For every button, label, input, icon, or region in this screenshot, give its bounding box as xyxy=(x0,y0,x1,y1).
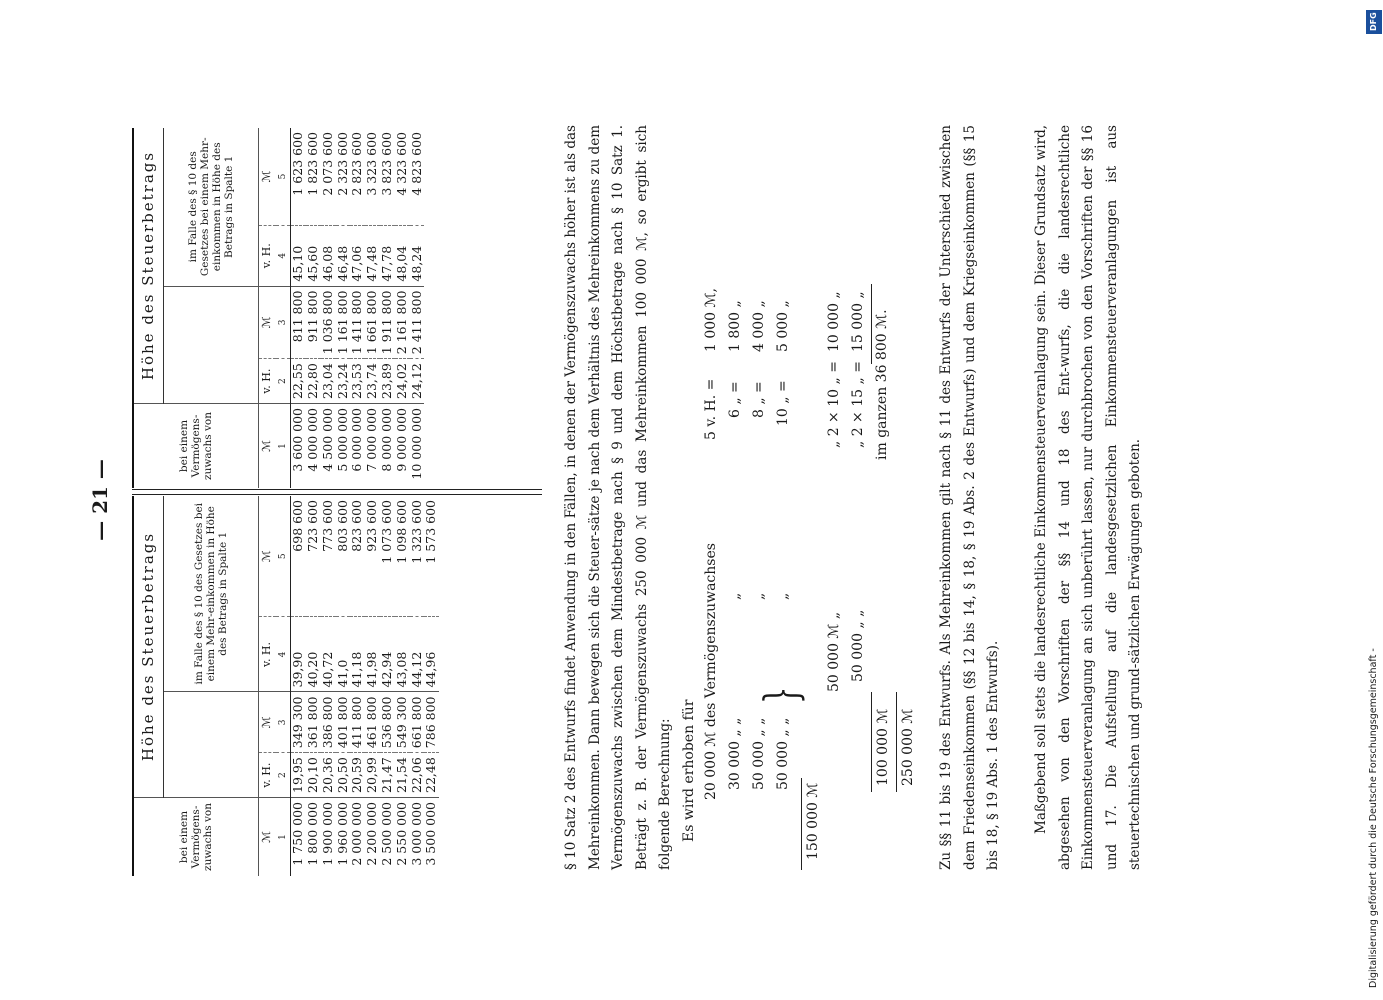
table-cell: 46,08 xyxy=(321,226,336,287)
table-cell: 22,48 xyxy=(424,753,439,798)
rotated-page: — 21 — bei einem Vermögens-zuwachs von Höhe des Steuerbetrags im Falle des § 10 des Gesetzes bei einem Mehr-einkommen in Höhe des Betrags in Spalte 1 ℳ v. H. ℳ v. H. ℳ 1 2 3 4 5 1 750 000 19,95 349 300 39,90 698 600 1 800 000 20,10 361 800 40,20 723 600 1 900 000 20,36 386 800 40,72 773 600 1 960 000 20,50 401 800 41,0 803 600 2 000 000 20,59 411 800 41,18 823 600 2 200 000 20,99 461 800 41,98 923 600 2 500 000 21,47 536 800 42,94 1 073 600 2 550 000 21,54 549 300 43,08 1 098 600 3 000 000 22,06 661 800 44,12 1 323 600 3 500 000 22,48 786 800 44,96 1 573 600 bei einem Vermögens-zuwachs von Höhe des Steuerbetrags im Falle des § 10 des Gesetzes bei einem Mehr-einkommen in Höhe des Betrags in Spalte 1 ℳ v. H. ℳ v. H. ℳ 1 2 3 4 5 3 600 000 22,55 811 800 45,10 1 623 600 4 000 000 22,80 911 800 45,60 1 823 600 4 500 000 23,04 1 036 800 46,08 2 073 600 5 000 000 23,24 1 161 800 46,48 2 323 600 6 000 000 23,53 1 411 800 47,06 2 823 600 7 000 000 23,74 1 661 800 47,48 3 323 600 8 000 000 23,89 1 911 800 47,78 3 823 600 9 000 000 24,02 2 161 800 48,04 4 323 600 10 000 000 24,12 2 411 800 48,24 4 823 600 § 10 Satz 2 des Entwurfs findet Anwendung in den Fällen, in denen der Vermögenszuwachs höher ist als das Mehreinkommen. Dann bewegen sich die Steuer-sätze je nach dem Verhältnis des Mehreinkommens zu dem Vermögenszuwachs zwischen dem Mindestbetrage nach § 9 und dem Höchstbetrage nach § 10 Satz 1. Beträgt z. B. der Vermögenszuwachs 250 000 ℳ und das Mehreinkommen 100 000 ℳ, so ergibt sich folgende Berechnung: Es wird erhoben für 20 000 ℳ des Vermögenszuwachses 5 v. H. = 1 000 ℳ, 30 000 „ „ „ 6 „ = 1 800 „ 50 000 „ „ „ 8 „ = 4 000 „ 50 000 „ „ „ 10 „ = 5 000 „ } 150 000 ℳ 50 000 ℳ „ „ 2 × 10 „ = 10 000 „ 50 000 „ „ „ 2 × 15 „ = 15 000 „ 100 000 ℳ im ganzen 36 800 ℳ. 250 000 ℳ Zu §§ 11 bis 19 des Entwurfs. Als Mehreinkommen gilt nach § 11 des Entwurfs der Unterschied zwischen dem Friedenseinkommen (§§ 12 bis 14, § 18, § 19 Abs. 2 des Entwurfs) und dem Kriegseinkommen (§§ 15 bis 18, § 19 Abs. 1 des Entwurfs). Maßgebend soll stets die landesrechtliche Einkommensteuerveranlagung sein. Dieser Grundsatz wird, abgesehen von den Vorschriften der §§ 14 und 18 des Ent-wurfs, die die landesrechtliche Einkommensteuerveranlagung an sich unberührt lassen, nur durchbrochen von den Vorschriften der §§ 16 und 17. Die Aufstellung auf die landesgesetzlichen Einkommensteuerveranlagungen ist aus steuertechnischen und grund-sätzlichen Erwägungen geboten. xyxy=(0,0,1383,1000)
calc-line-2: 30 000 „ „ xyxy=(727,717,743,790)
calc-total: im ganzen 36 800 ℳ. xyxy=(874,309,890,460)
table-cell: 19,95 xyxy=(291,753,306,798)
side-note: Digitalisierung gefördert durch die Deutsche Forschungsgemeinschaft - xyxy=(1368,648,1379,988)
table-cell: 401 800 xyxy=(336,692,351,753)
table-cell: 41,98 xyxy=(365,617,380,692)
table-cell: 20,59 xyxy=(350,753,365,798)
dfg-logo: DFG xyxy=(1366,10,1382,34)
table-row xyxy=(410,496,425,876)
table-cell: 3 823 600 xyxy=(380,128,395,226)
table-cell: 40,20 xyxy=(306,617,321,692)
table-row xyxy=(291,128,306,488)
table-cell: 22,80 xyxy=(306,359,321,404)
table-cell: 549 300 xyxy=(395,692,410,753)
table-cell: 536 800 xyxy=(380,692,395,753)
table-row xyxy=(336,128,351,488)
table-cell: 39,90 xyxy=(291,617,306,692)
table-cell: 2 500 000 xyxy=(379,802,395,866)
table-cell: 20,10 xyxy=(306,753,321,798)
table-cell: 5 000 000 xyxy=(334,408,350,472)
table-cell: 21,54 xyxy=(395,753,410,798)
table-cell: 23,74 xyxy=(365,359,380,404)
calc-line-3: 50 000 „ „ xyxy=(751,717,767,790)
table-cell: 48,04 xyxy=(395,226,410,287)
table-cell: 411 800 xyxy=(350,692,365,753)
table-row xyxy=(306,128,321,488)
table-cell: 4 323 600 xyxy=(395,128,410,226)
table-cell: 2 550 000 xyxy=(393,802,409,866)
table-cell: 1 623 600 xyxy=(291,128,306,226)
calc-line-6: 50 000 „ „ xyxy=(850,609,866,682)
table-cell: 2 161 800 xyxy=(395,286,410,359)
table-cell: 1 411 800 xyxy=(350,286,365,359)
header-case: im Falle des § 10 des Gesetzes bei einem Mehr-einkommen in Höhe des Betrags in Spalte 1 xyxy=(164,496,259,692)
header-col1-right: bei einem Vermögens-zuwachs von xyxy=(133,404,259,489)
table-cell: 43,08 xyxy=(395,617,410,692)
table-cell: 911 800 xyxy=(306,286,321,359)
table-cell: 361 800 xyxy=(306,692,321,753)
table-row xyxy=(365,128,380,488)
table-cell: 2 323 600 xyxy=(336,128,351,226)
table-cell: 23,04 xyxy=(321,359,336,404)
calc-sum-2: 100 000 ℳ xyxy=(875,708,891,786)
table-cell: 40,72 xyxy=(321,617,336,692)
table-cell: 3 500 000 xyxy=(423,802,439,866)
table-row xyxy=(365,496,380,876)
brace-icon: } xyxy=(754,686,808,705)
table-cell: 22,55 xyxy=(291,359,306,404)
table-cell: 22,06 xyxy=(410,753,425,798)
table-cell: 47,06 xyxy=(350,226,365,287)
table-cell: 661 800 xyxy=(410,692,425,753)
table-cell: 1 098 600 xyxy=(395,496,410,617)
table-cell: 3 000 000 xyxy=(408,802,424,866)
table-cell: 3 323 600 xyxy=(365,128,380,226)
table-row xyxy=(410,128,425,488)
table-cell: 786 800 xyxy=(424,692,439,753)
table-row xyxy=(306,496,321,876)
table-cell: 1 323 600 xyxy=(410,496,425,617)
table-row xyxy=(321,496,336,876)
table-cell: 23,53 xyxy=(350,359,365,404)
calc-line-5: 50 000 ℳ „ xyxy=(826,611,842,692)
table-cell: 1 661 800 xyxy=(365,286,380,359)
table-row xyxy=(321,128,336,488)
tax-table-right: bei einem Vermögens-zuwachs von Höhe des Steuerbetrags im Falle des § 10 des Gesetzes bei einem Mehr-einkommen in Höhe des Betrags in Spalte 1 ℳ v. H. ℳ v. H. ℳ 1 2 3 4 5 3 600 000 22,55 811 800 45,10 1 623 600 4 000 000 22,80 911 800 45,60 1 823 600 4 500 000 23,04 1 036 800 46,08 2 073 600 5 000 000 23,24 1 161 800 46,48 2 323 600 6 000 000 23,53 1 411 800 47,06 2 823 600 7 000 000 23,74 1 661 800 47,48 3 323 600 8 000 000 23,89 1 911 800 47,78 3 823 600 9 000 000 24,02 2 161 800 48,04 4 323 600 10 000 000 24,12 2 411 800 48,24 4 823 600 xyxy=(132,128,424,488)
table-cell: 44,12 xyxy=(410,617,425,692)
table-cell: 1 750 000 xyxy=(290,802,306,866)
table-cell: 811 800 xyxy=(291,286,306,359)
table-cell: 7 000 000 xyxy=(364,408,380,472)
table-cell: 461 800 xyxy=(365,692,380,753)
table-cell: 20,36 xyxy=(321,753,336,798)
header-col1: bei einem Vermögens-zuwachs von xyxy=(133,798,259,877)
side-note-strip xyxy=(1366,10,1382,990)
table-cell: 2 073 600 xyxy=(321,128,336,226)
table-cell: 10 000 000 xyxy=(408,408,424,480)
table-cell: 349 300 xyxy=(291,692,306,753)
table-cell: 803 600 xyxy=(336,496,351,617)
table-cell: 723 600 xyxy=(306,496,321,617)
table-cell: 20,99 xyxy=(365,753,380,798)
table-cell: 23,89 xyxy=(380,359,395,404)
paragraph-assessment: Maßgebend soll stets die landesrechtliche Einkommensteuerveranlagung sein. Dieser Grundsatz wird, abgesehen von den Vorschriften der §§ 14 und 18 des Ent-wurfs, die die landesrechtliche Einkommensteuerveranlagung an sich unberührt lassen, nur durchbrochen von den Vorschriften der §§ 16 und 17. Die Aufstellung auf die landesgesetzlichen Einkommensteuerveranlagungen ist aus steuertechnischen und grund-sätzlichen Erwägungen geboten. xyxy=(1033,125,1143,870)
table-row xyxy=(291,496,306,876)
table-cell: 4 823 600 xyxy=(410,128,425,226)
calc-line-4: 50 000 „ „ xyxy=(775,717,791,790)
table-cell: 1 960 000 xyxy=(334,802,350,866)
table-cell: 45,10 xyxy=(291,226,306,287)
table-row xyxy=(380,496,395,876)
table-cell: 41,18 xyxy=(350,617,365,692)
table-cell: 4 500 000 xyxy=(319,408,335,472)
table-cell: 823 600 xyxy=(350,496,365,617)
table-cell: 2 000 000 xyxy=(349,802,365,866)
table-cell: 698 600 xyxy=(291,496,306,617)
table-cell: 8 000 000 xyxy=(379,408,395,472)
table-cell: 1 800 000 xyxy=(305,802,321,866)
table-row xyxy=(350,128,365,488)
table-cell: 44,96 xyxy=(424,617,439,692)
table-divider xyxy=(132,489,542,495)
calc-sum-3: 250 000 ℳ xyxy=(900,708,916,786)
table-row xyxy=(336,496,351,876)
calc-intro: Es wird erhoben für xyxy=(681,699,697,842)
header-case-right: im Falle des § 10 des Gesetzes bei einem Mehr-einkommen in Höhe des Betrags in Spalte 1 xyxy=(164,128,259,286)
table-cell: 21,47 xyxy=(380,753,395,798)
paragraph-sections-11-19: Zu §§ 11 bis 19 des Entwurfs. Als Mehreinkommen gilt nach § 11 des Entwurfs der Unterschied zwischen dem Friedenseinkommen (§§ 12 bis 14, § 18, § 19 Abs. 2 des Entwurfs) und dem Kriegseinkommen (§§ 15 bis 18, § 19 Abs. 1 des Entwurfs). xyxy=(938,125,1001,870)
table-cell: 23,24 xyxy=(336,359,351,404)
table-cell: 1 911 800 xyxy=(380,286,395,359)
table-title-right: Höhe des Steuerbetrags xyxy=(133,128,164,404)
table-cell: 6 000 000 xyxy=(349,408,365,472)
table-row xyxy=(395,128,410,488)
table-cell: 2 823 600 xyxy=(350,128,365,226)
table-cell: 9 000 000 xyxy=(393,408,409,472)
table-cell: 46,48 xyxy=(336,226,351,287)
calc-line-1: 20 000 ℳ des Vermögenszuwachses xyxy=(703,543,719,800)
calc-sum-1: 150 000 ℳ xyxy=(805,782,821,860)
table-cell: 773 600 xyxy=(321,496,336,617)
table-cell: 24,02 xyxy=(395,359,410,404)
table-title: Höhe des Steuerbetrags xyxy=(133,496,164,798)
table-cell: 1 573 600 xyxy=(424,496,439,617)
table-cell: 42,94 xyxy=(380,617,395,692)
sum-rule-3 xyxy=(871,284,872,364)
table-cell: 41,0 xyxy=(336,617,351,692)
table-cell: 1 900 000 xyxy=(319,802,335,866)
table-cell: 1 823 600 xyxy=(306,128,321,226)
table-cell: 48,24 xyxy=(410,226,425,287)
table-cell: 2 411 800 xyxy=(410,286,425,359)
paragraph-section-10: § 10 Satz 2 des Entwurfs findet Anwendung in den Fällen, in denen der Vermögenszuwachs höher ist als das Mehreinkommen. Dann bewegen sich die Steuer-sätze je nach dem Verhältnis des Mehreinkommens zu dem Vermögenszuwachs zwischen dem Mindestbetrage nach § 9 und dem Höchstbetrage nach § 10 Satz 1. Beträgt z. B. der Vermögenszuwachs 250 000 ℳ und das Mehreinkommen 100 000 ℳ, so ergibt sich folgende Berechnung: xyxy=(563,125,673,870)
table-cell: 386 800 xyxy=(321,692,336,753)
table-cell: 1 161 800 xyxy=(336,286,351,359)
page-number: — 21 — xyxy=(88,459,112,541)
table-cell: 1 073 600 xyxy=(380,496,395,617)
table-cell: 24,12 xyxy=(410,359,425,404)
table-cell: 45,60 xyxy=(306,226,321,287)
table-cell: 923 600 xyxy=(365,496,380,617)
table-row xyxy=(395,496,410,876)
table-cell: 47,48 xyxy=(365,226,380,287)
table-row xyxy=(350,496,365,876)
table-row xyxy=(424,496,439,876)
table-cell: 2 200 000 xyxy=(364,802,380,866)
table-row xyxy=(380,128,395,488)
table-cell: 3 600 000 xyxy=(290,408,306,472)
tax-table-left: bei einem Vermögens-zuwachs von Höhe des Steuerbetrags im Falle des § 10 des Gesetzes bei einem Mehr-einkommen in Höhe des Betrags in Spalte 1 ℳ v. H. ℳ v. H. ℳ 1 2 3 4 5 1 750 000 19,95 349 300 39,90 698 600 1 800 000 20,10 361 800 40,20 723 600 1 900 000 20,36 386 800 40,72 773 600 1 960 000 20,50 401 800 41,0 803 600 2 000 000 20,59 411 800 41,18 823 600 2 200 000 20,99 461 800 41,98 923 600 2 500 000 21,47 536 800 42,94 1 073 600 2 550 000 21,54 549 300 43,08 1 098 600 3 000 000 22,06 661 800 44,12 1 323 600 3 500 000 22,48 786 800 44,96 1 573 600 xyxy=(132,496,439,876)
table-cell: 47,78 xyxy=(380,226,395,287)
table-cell: 4 000 000 xyxy=(305,408,321,472)
table-cell: 1 036 800 xyxy=(321,286,336,359)
table-cell: 20,50 xyxy=(336,753,351,798)
